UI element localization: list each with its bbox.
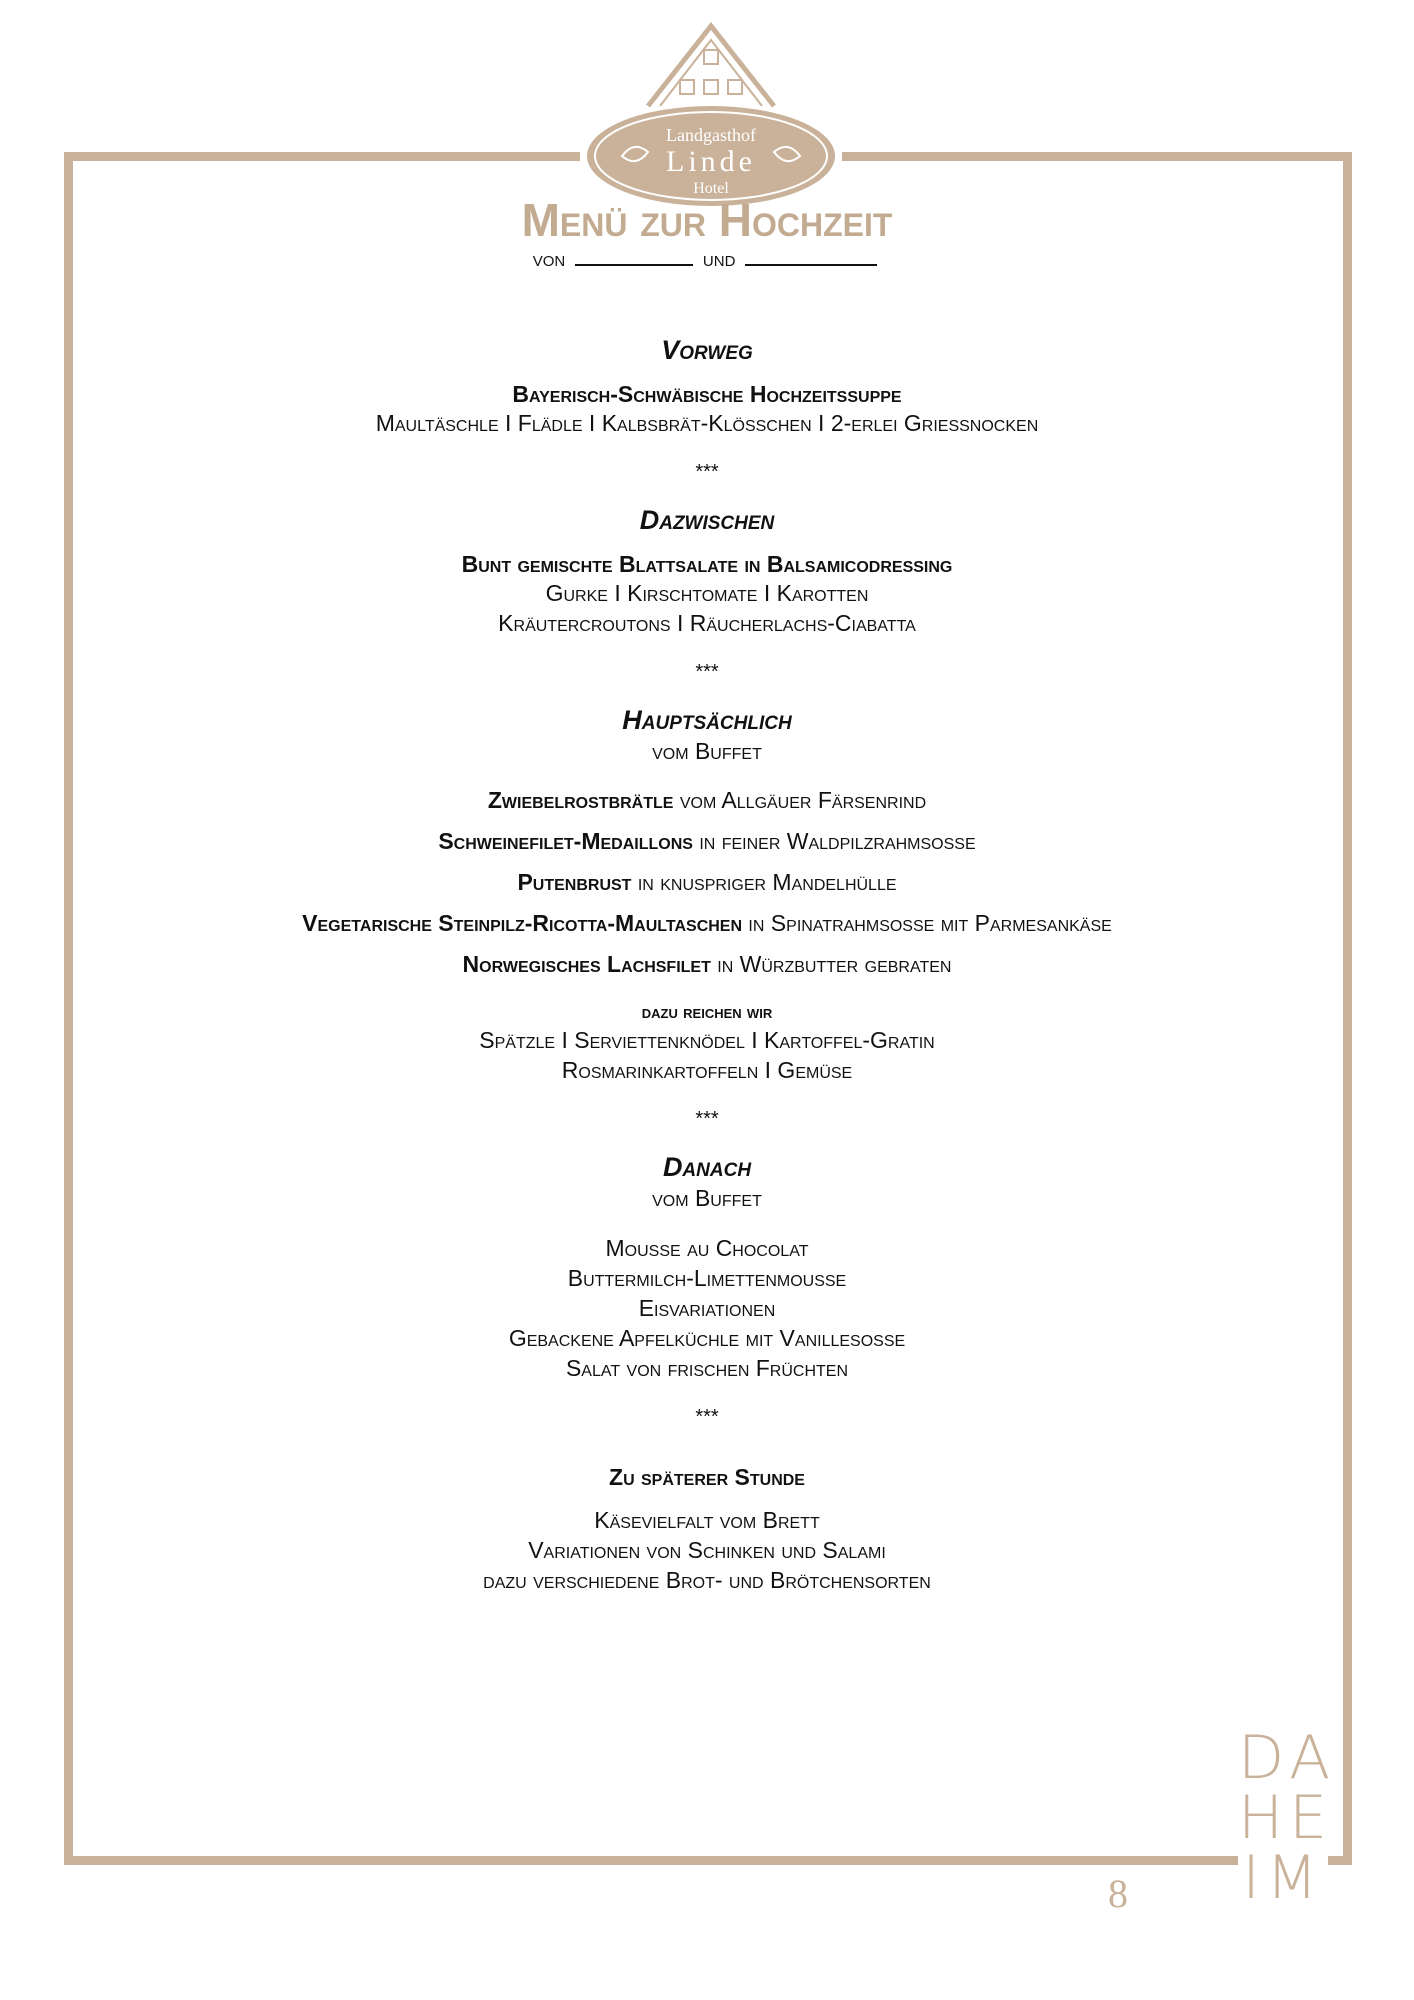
- dessert-item: Salat von frischen Früchten: [565, 1355, 849, 1381]
- daheim-line: DA: [1238, 1723, 1337, 1793]
- main-dish-item: [120, 950, 1294, 978]
- sides-line-1: Spätzle I Serviettenknödel I Kartoffel-Gratin: [479, 1027, 935, 1053]
- course-sub-hauptsachlich: vom Buffet: [652, 738, 762, 764]
- dessert-item: Buttermilch-Limettenmousse: [567, 1265, 847, 1291]
- separator: ***: [695, 1406, 719, 1428]
- couple-line: [120, 246, 1294, 272]
- course-heading-danach: Danach: [662, 1152, 752, 1182]
- main-dish-desc: in feiner Waldpilzrahmsoße: [692, 828, 976, 854]
- page-number: 8: [1108, 1871, 1128, 1916]
- sides-line-2: Rosmarinkartoffeln I Gemüse: [561, 1057, 853, 1083]
- name-blank-2: [745, 246, 877, 266]
- house-logo-icon: [580, 22, 842, 210]
- main-dish-item: [120, 786, 1294, 814]
- logo-line1: Landgasthof: [666, 125, 756, 145]
- course-heading-vorweg: Vorweg: [661, 335, 753, 365]
- name-blank-1: [575, 246, 693, 266]
- main-dish-item: [120, 909, 1294, 937]
- dish-detail-dazwischen-2: Kräutercroutons I Räucherlachs-Ciabatta: [498, 610, 916, 636]
- late-item: Käsevielfalt vom Brett: [594, 1507, 820, 1533]
- main-dish-name: Schweinefilet-Medaillons: [438, 828, 693, 854]
- course-sub-danach: vom Buffet: [652, 1185, 762, 1211]
- separator: ***: [695, 661, 719, 683]
- und-label: und: [702, 248, 736, 271]
- main-dish-desc: in Würzbutter gebraten: [710, 951, 952, 977]
- sides-title: dazu reichen wir: [641, 1002, 773, 1023]
- hotel-logo: [580, 22, 842, 210]
- dessert-item: Eisvariationen: [638, 1295, 776, 1321]
- course-heading-spater: Zu späterer Stunde: [609, 1464, 805, 1490]
- dish-detail-vorweg: Maultäschle I Flädle I Kalbsbrät-Klößchen I 2-erlei Grießnocken: [375, 410, 1039, 436]
- logo-line2: Linde: [666, 145, 756, 178]
- page-title: Menü zur Hochzeit: [521, 194, 893, 246]
- von-label: von: [532, 248, 566, 271]
- main-dish-desc: in knuspriger Mandelhülle: [631, 869, 897, 895]
- dish-title-vorweg: Bayerisch-Schwäbische Hochzeitssuppe: [512, 381, 902, 407]
- logo-line3: Hotel: [693, 180, 729, 197]
- daheim-line: IM: [1242, 1843, 1324, 1913]
- daheim-line: HE: [1238, 1783, 1334, 1853]
- daheim-wordmark: [1238, 1723, 1337, 1913]
- late-item: Variationen von Schinken und Salami: [528, 1537, 886, 1563]
- separator: ***: [695, 1108, 719, 1130]
- dessert-item: Mousse au Chocolat: [605, 1235, 809, 1261]
- main-dish-desc: vom Allgäuer Färsenrind: [673, 787, 927, 813]
- late-item: dazu verschiedene Brot- und Brötchensorten: [483, 1567, 931, 1593]
- separator: ***: [695, 461, 719, 483]
- main-dish-name: Norwegisches Lachsfilet: [462, 951, 711, 977]
- course-heading-dazwischen: Dazwischen: [639, 505, 775, 535]
- main-dish-name: Zwiebelrostbrätle: [487, 787, 674, 813]
- dessert-item: Gebackene Apfelküchle mit Vanillesoße: [508, 1325, 906, 1351]
- main-dish-item: [120, 868, 1294, 896]
- main-dish-name: Putenbrust: [517, 869, 632, 895]
- menu-content: [120, 194, 1294, 1595]
- main-dish-desc: in Spinatrahmsoße mit Parmesankäse: [742, 910, 1112, 936]
- dish-detail-dazwischen-1: Gurke I Kirschtomate I Karotten: [545, 580, 869, 606]
- main-dish-name: Vegetarische Steinpilz-Ricotta-Maultaschen: [302, 910, 743, 936]
- main-dish-item: [120, 827, 1294, 855]
- dish-title-dazwischen: Bunt gemischte Blattsalate in Balsamicodressing: [461, 551, 953, 577]
- course-heading-hauptsachlich: Hauptsächlich: [622, 705, 792, 735]
